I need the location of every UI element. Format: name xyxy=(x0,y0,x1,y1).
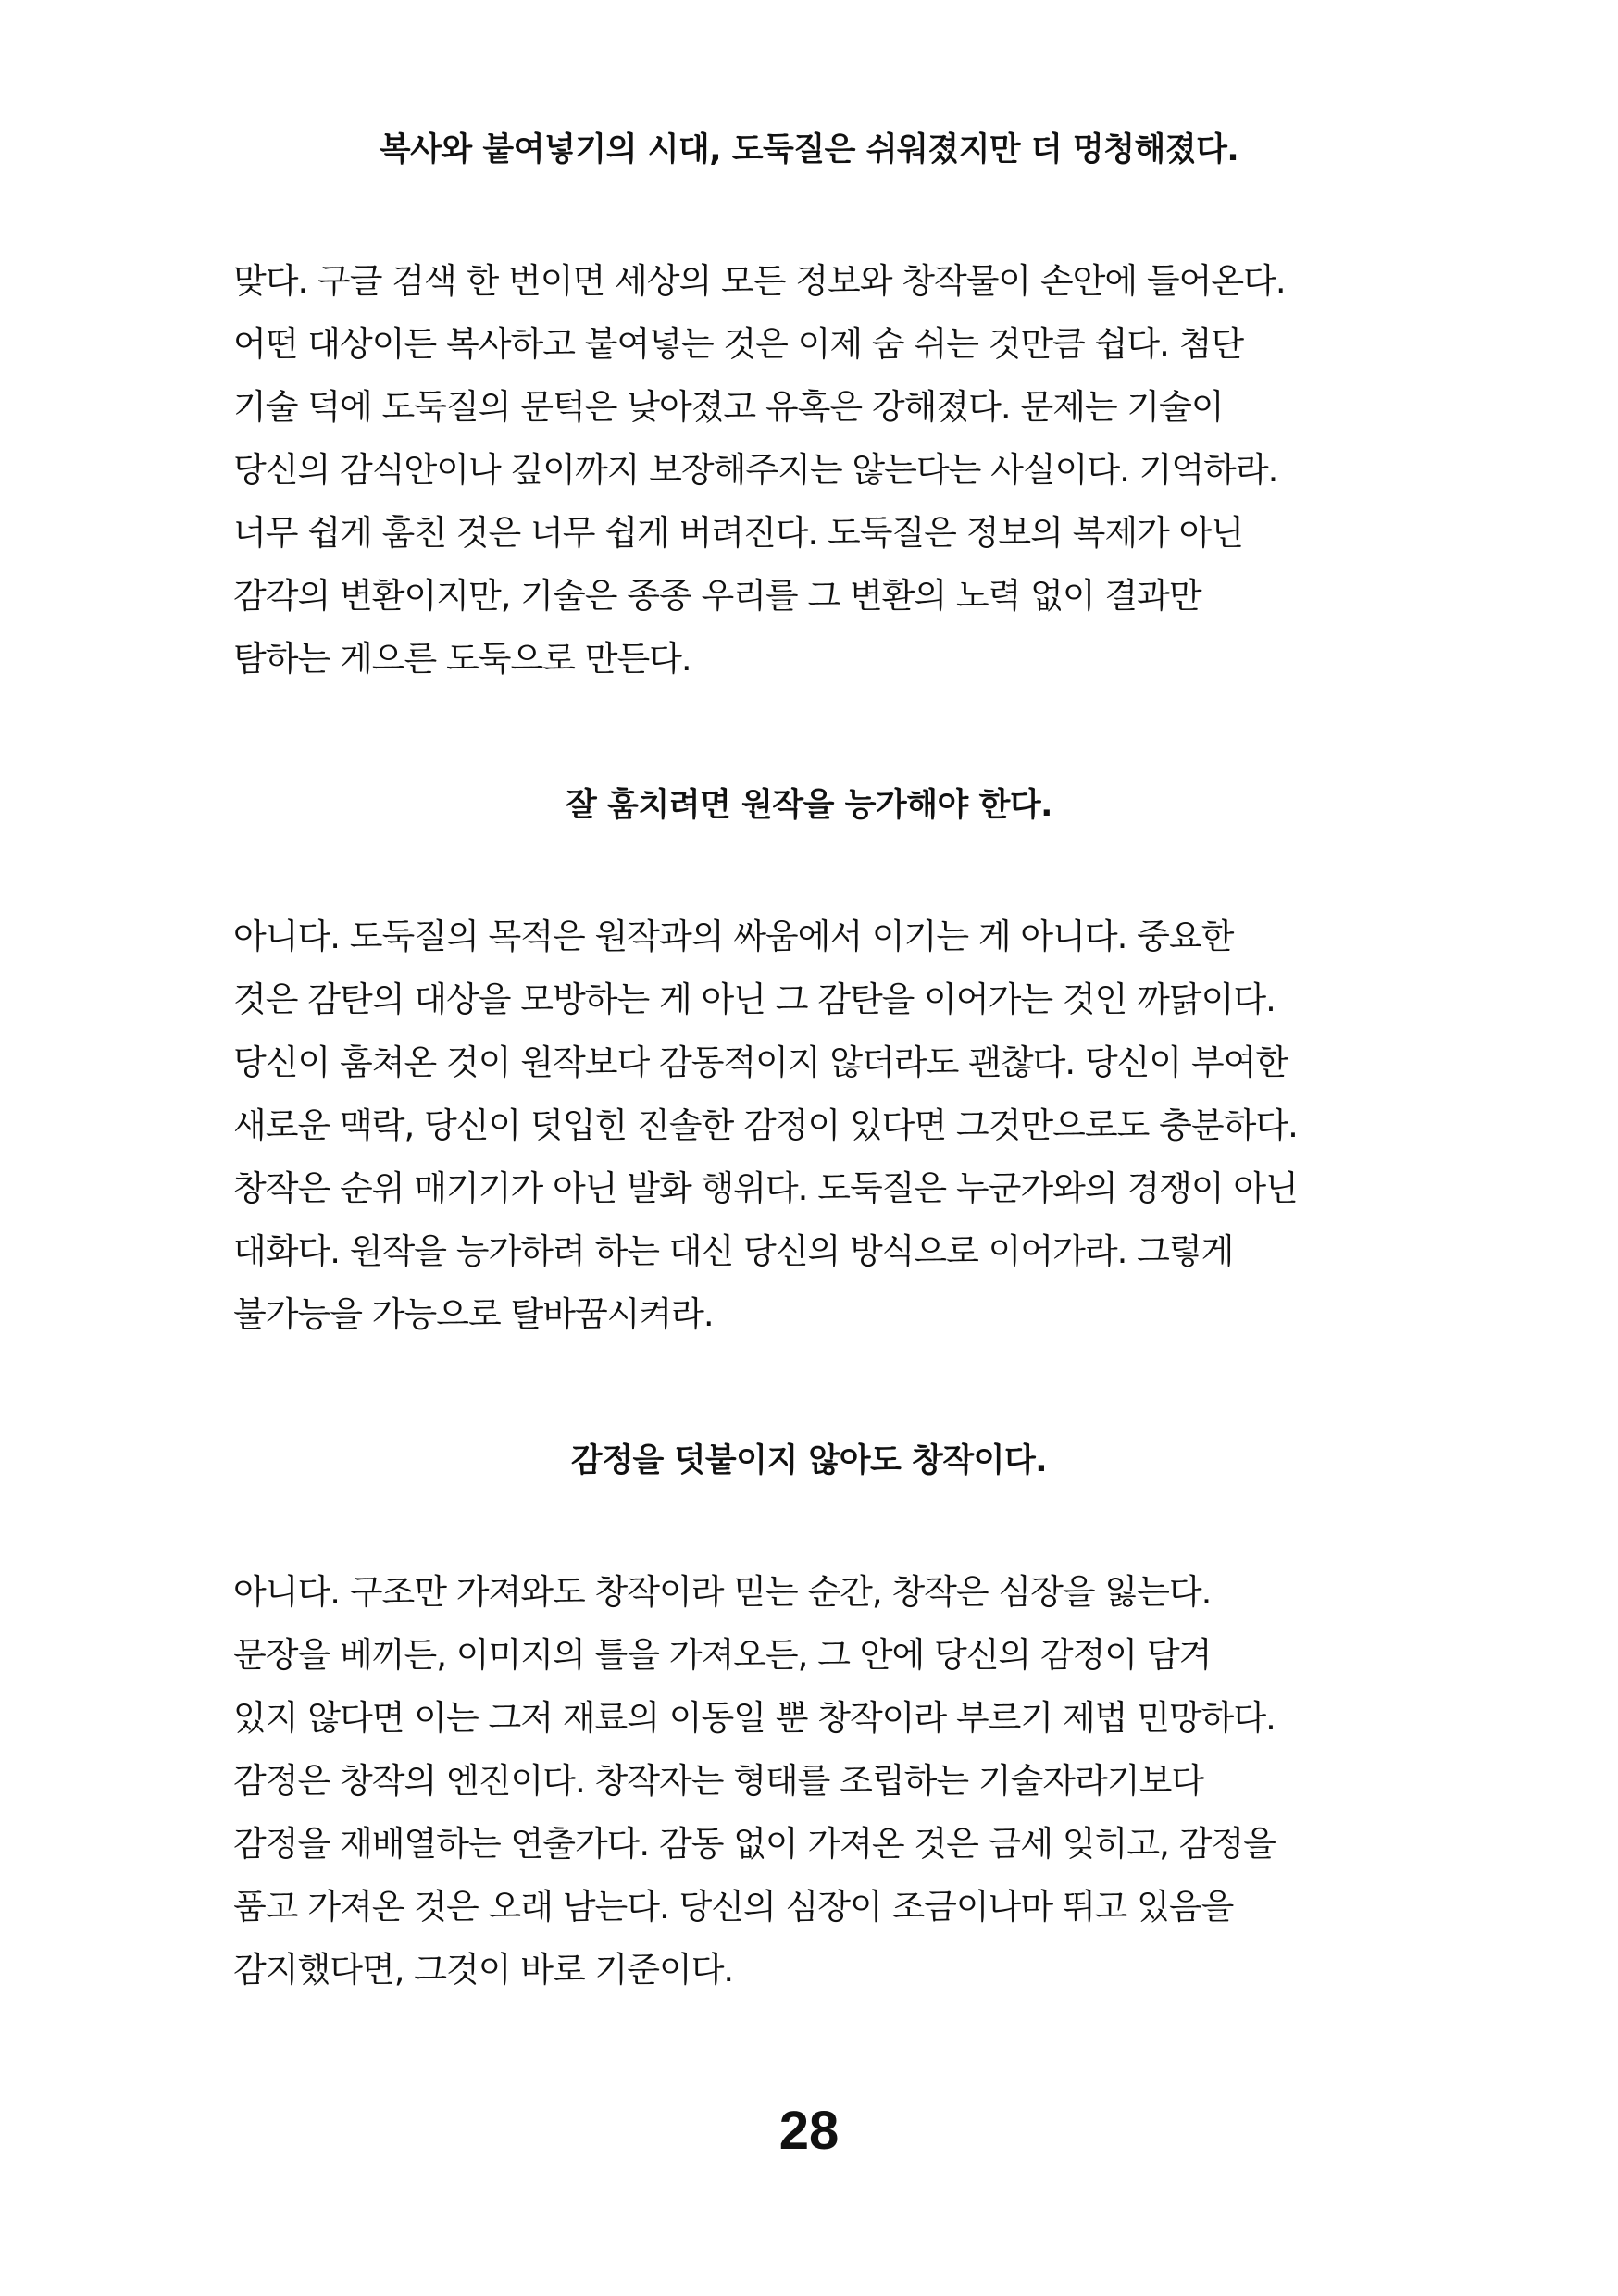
section-3-heading: 감정을 덧붙이지 않아도 창작이다. xyxy=(570,1442,1048,1479)
paragraph-line: 새로운 맥락, 당신이 덧입힌 진솔한 감정이 있다면 그것만으로도 충분하다. xyxy=(233,1105,1298,1145)
paragraph-line: 너무 쉽게 훔친 것은 너무 쉽게 버려진다. 도둑질은 정보의 복제가 아닌 xyxy=(233,513,1244,553)
paragraph-line: 당신의 감식안이나 깊이까지 보장해주지는 않는다는 사실이다. 기억하라. xyxy=(233,450,1278,490)
section-2-heading: 잘 훔치려면 원작을 능가해야 한다. xyxy=(566,787,1052,824)
section-3-paragraph xyxy=(233,1561,1437,2002)
paragraph-line: 아니다. 도둑질의 목적은 원작과의 싸움에서 이기는 게 아니다. 중요한 xyxy=(233,917,1234,956)
paragraph-line: 품고 가져온 것은 오래 남는다. 당신의 심장이 조금이나마 뛰고 있음을 xyxy=(233,1887,1234,1927)
paragraph-line: 것은 감탄의 대상을 모방하는 게 아닌 그 감탄을 이어가는 것인 까닭이다. xyxy=(233,980,1276,1019)
paragraph-line: 어떤 대상이든 복사하고 붙여넣는 것은 이제 숨 쉬는 것만큼 쉽다. 첨단 xyxy=(233,324,1244,364)
section-1-paragraph xyxy=(233,250,1437,691)
section-2-paragraph xyxy=(233,905,1437,1346)
paragraph-line: 기술 덕에 도둑질의 문턱은 낮아졌고 유혹은 강해졌다. 문제는 기술이 xyxy=(233,387,1224,427)
paragraph-line: 감각의 변환이지만, 기술은 종종 우리를 그 변환의 노력 없이 결과만 xyxy=(233,576,1201,616)
paragraph-line: 감지했다면, 그것이 바로 기준이다. xyxy=(233,1950,734,1990)
paragraph-line: 탐하는 게으른 도둑으로 만든다. xyxy=(233,639,691,679)
paragraph-line: 감정은 창작의 엔진이다. 창작자는 형태를 조립하는 기술자라기보다 xyxy=(233,1761,1204,1801)
section-1-heading: 복사와 붙여넣기의 시대, 도둑질은 쉬워졌지만 더 멍청해졌다. xyxy=(379,131,1239,168)
paragraph-line: 있지 않다면 이는 그저 재료의 이동일 뿐 창작이라 부르기 제법 민망하다. xyxy=(233,1698,1276,1738)
paragraph-line: 아니다. 구조만 가져와도 창작이라 믿는 순간, 창작은 심장을 잃는다. xyxy=(233,1572,1212,1612)
paragraph-line: 불가능을 가능으로 탈바꿈시켜라. xyxy=(233,1294,714,1334)
paragraph-line: 문장을 베끼든, 이미지의 틀을 가져오든, 그 안에 당신의 감정이 담겨 xyxy=(233,1635,1212,1675)
paragraph-line: 당신이 훔쳐온 것이 원작보다 감동적이지 않더라도 괜찮다. 당신이 부여한 xyxy=(233,1042,1288,1082)
paragraph-line: 창작은 순위 매기기가 아닌 발화 행위다. 도둑질은 누군가와의 경쟁이 아닌 xyxy=(233,1168,1298,1208)
paragraph-line: 감정을 재배열하는 연출가다. 감동 없이 가져온 것은 금세 잊히고, 감정을 xyxy=(233,1824,1276,1864)
paragraph-line: 맞다. 구글 검색 한 번이면 세상의 모든 정보와 창작물이 손안에 들어온다. xyxy=(233,261,1286,301)
paragraph-line: 대화다. 원작을 능가하려 하는 대신 당신의 방식으로 이어가라. 그렇게 xyxy=(233,1231,1234,1271)
page-number: 28 xyxy=(778,2101,840,2161)
